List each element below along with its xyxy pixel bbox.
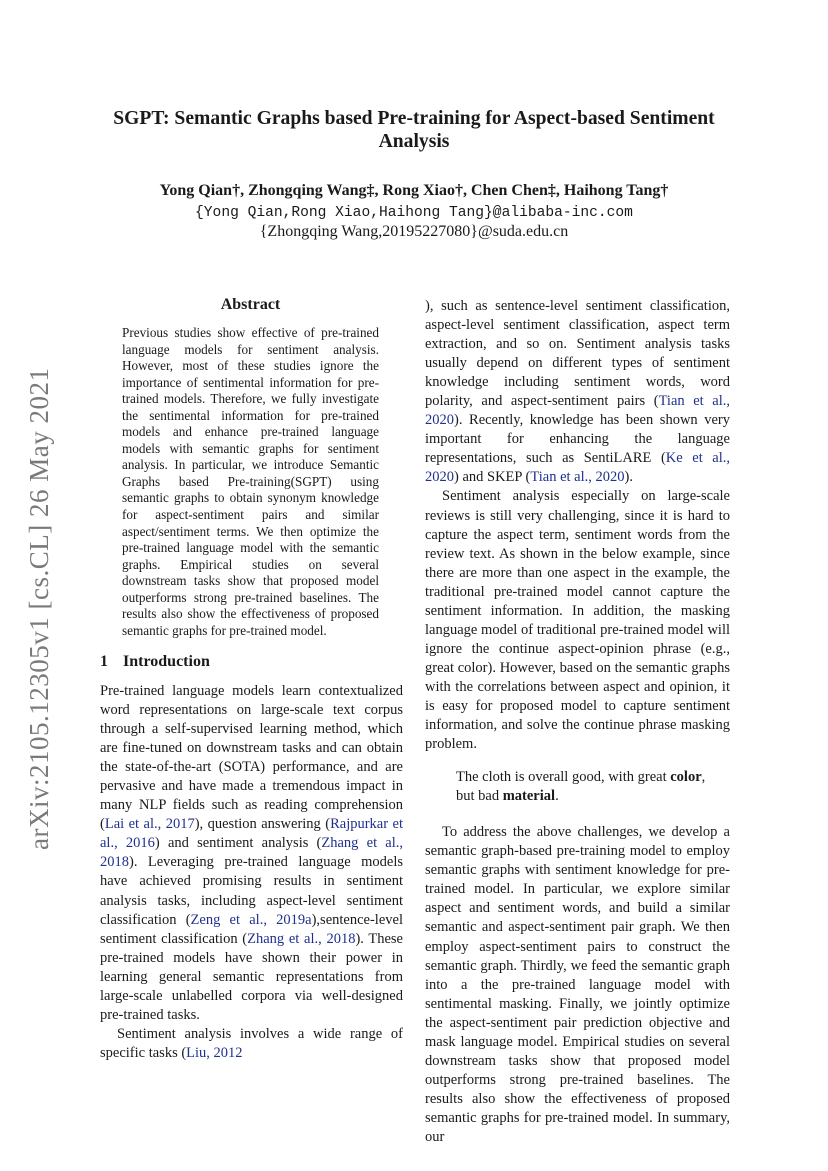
text-run: ). Leveraging pre-trained language models have achieved promising results in sentiment analysis tasks, including aspect-level sentiment classification ( xyxy=(100,854,403,928)
text-run: ), such as sentence-level sentiment classification, aspect-level sentiment classification, aspect term extraction, and so on. Sentiment analysis tasks usually depend on different types of sentiment knowledge including sentiment words, word polarity, and aspect-sentiment pairs ( xyxy=(425,298,730,410)
section-title: Introduction xyxy=(123,653,210,670)
text-run: . xyxy=(555,788,559,805)
text-run: ). Recently, knowledge has been shown very important for enhancing the language representations, such as SentiLARE ( xyxy=(425,412,730,467)
text-run: ). xyxy=(624,469,633,486)
citation-link[interactable]: Liu, 2012 xyxy=(186,1044,243,1061)
citation-link[interactable]: Zeng et al., 2019a xyxy=(190,911,312,928)
abstract-body: Previous studies show effective of pre-trained language models for sentiment analysis. However, most of these studies ignore the importance of sentimental information for pre-trained models. Therefore, we fully investigate the sentimental information for pre-trained models and enhance pre-trained language models with semantic graphs for sentiment analysis. In particular, we introduce Semantic Graphs based Pre-training(SGPT) using semantic graphs to obtain synonym knowledge for aspect-sentiment pairs and similar aspect/sentiment terms. We then optimize the pre-trained language model with the semantic graphs. Empirical studies on several downstream tasks show that proposed model outperforms strong pre-trained baselines. The results also show the effectiveness of proposed semantic graphs for pre-trained model. xyxy=(122,325,379,638)
author-email-suda: {Zhongqing Wang,20195227080}@suda.edu.cn xyxy=(259,223,569,240)
citation-link[interactable]: Tian et al., 2020 xyxy=(425,393,730,429)
citation-link[interactable]: Tian et al., 2020 xyxy=(530,469,625,486)
citation-link[interactable]: Rajpurkar et al., 2016 xyxy=(100,816,403,852)
intro-paragraph-1 xyxy=(100,682,403,1025)
section-heading-introduction xyxy=(100,652,403,672)
text-run: Pre-trained language models learn contextualized word representations on large-scale text corpus through a self-supervised learning method, which are fine-tuned on downstream tasks and can obtain the state-of-the-art (SOTA) performance, and are pervasive and have made a tremendous impact in many NLP fields such as reading comprehension ( xyxy=(100,683,403,833)
right-column-text xyxy=(425,297,730,1147)
citation-link[interactable]: Zhang et al., 2018 xyxy=(100,835,404,871)
paper-title: SGPT: Semantic Graphs based Pre-training for Aspect-based Sentiment Analysis xyxy=(113,108,715,152)
text-run: ). These pre-trained models have shown their power in learning general semantic representations from large-scale unlabelled corpora via well-designed pre-trained tasks. xyxy=(100,930,403,1023)
citation-link[interactable]: Ke et al., 2020 xyxy=(425,450,731,486)
arxiv-identifier-stamp: arXiv:2105.12305v1 [cs.CL] 26 May 2021 xyxy=(24,367,54,850)
intro-paragraph-2-continued xyxy=(425,297,730,487)
text-run: Sentiment analysis involves a wide range of specific tasks ( xyxy=(100,1025,403,1061)
section-number: 1 xyxy=(100,653,108,670)
author-list: Yong Qian†, Zhongqing Wang‡, Rong Xiao†, Chen Chen‡, Haihong Tang† xyxy=(159,182,669,199)
example-sentence xyxy=(456,768,712,806)
intro-paragraph-4: To address the above challenges, we develop a semantic graph-based pre-training model to employ semantic graphs with sentiment knowledge for pre-trained model. In particular, we explore similar aspect and sentiment words, and build a similar semantic and aspect-sentiment pair graph. We then employ aspect-sentiment pairs to construct the semantic graph. Thirdly, we feed the semantic graph into a the pre-trained language model with sentimental masking. Finally, we jointly optimize the aspect-sentiment pair prediction objective and mask language model. Empirical studies on several downstream tasks show that proposed model outperforms strong pre-trained baselines. The results also show the effectiveness of proposed semantic graphs for pre-trained model. In summary, our xyxy=(425,824,730,1145)
text-run: ),sentence-level sentiment classification ( xyxy=(100,911,403,947)
left-column-text xyxy=(100,682,403,1063)
intro-paragraph-2 xyxy=(100,1025,403,1063)
author-email-alibaba: {Yong Qian,Rong Xiao,Haihong Tang}@alibaba-inc.com xyxy=(195,205,633,221)
citation-link[interactable]: Zhang et al., 2018 xyxy=(247,930,356,947)
abstract-heading: Abstract xyxy=(220,296,281,313)
emphasized-aspect: color xyxy=(670,769,702,786)
text-run: , but bad xyxy=(456,769,706,805)
text-run: ), question answering ( xyxy=(194,816,331,833)
citation-link[interactable]: Lai et al., 2017 xyxy=(104,816,195,833)
text-run: The cloth is overall good, with great xyxy=(456,769,671,786)
text-run: ) and SKEP ( xyxy=(454,469,531,486)
intro-paragraph-3: Sentiment analysis especially on large-scale reviews is still very challenging, since it is hard to capture the aspect term, sentiment words from the review text. As shown in the below example, since there are more than one aspect in the example, the traditional pre-trained model cannot capture the sentiment information. In addition, the masking language model of traditional pre-trained model will ignore the continue aspect-opinion phrase (e.g., great color). However, based on the semantic graphs with the correlations between aspect and opinion, it is easy for proposed model to capture sentiment information, and solve the continue phrase masking problem. xyxy=(425,488,730,753)
emphasized-aspect: material xyxy=(502,788,556,805)
text-run: ) and sentiment analysis ( xyxy=(154,835,322,852)
